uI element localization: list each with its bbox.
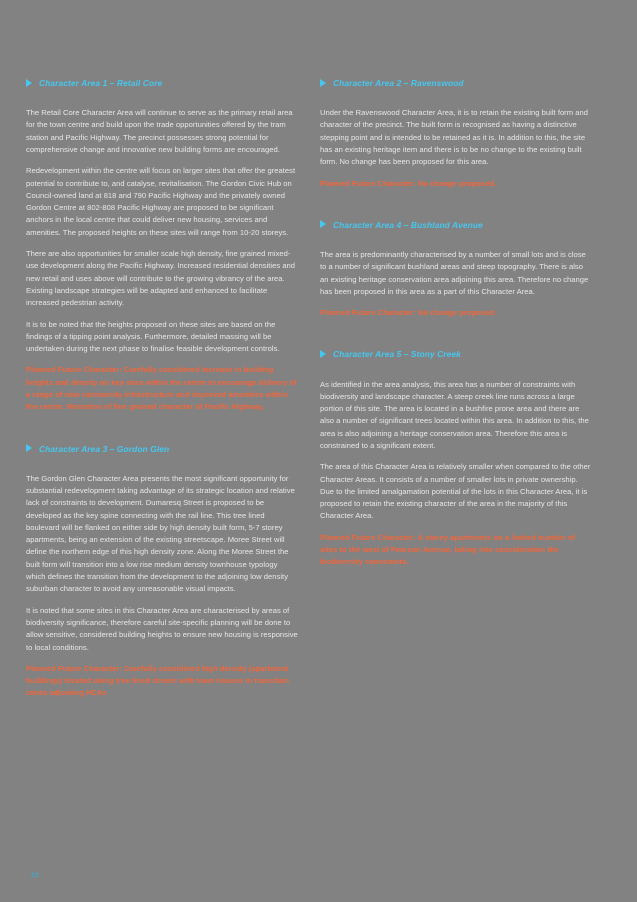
body-paragraph: It is to be noted that the heights proposed on these sites are based on the findings of a tipping point analysis. Furthermore, detailed massing will be undertaken during the next phase to finalise feasible development controls. (26, 319, 280, 354)
section-heading-label: Character Area 4 – Bushland Avenue (333, 219, 483, 230)
body-paragraph: As identified in the area analysis, this area has a number of constraints with biodiversity and landscape character. A steep creek line runs across a large portion of this site. The area is located in a bushfire prone area and there are also a number of significant trees located within this area. In addition to this, the area is also adjoining a heritage conservation area. Therefore this area is constrained to a significant extent. (320, 379, 589, 450)
planned-future-character-statement: Planned Future Character: A storey apartments on a limited number of sites to the west of Pearson Avenue, taking into consideration the biodiversity constraints. (320, 532, 576, 567)
triangle-right-icon (320, 79, 326, 87)
body-paragraph: The Retail Core Character Area will continue to serve as the primary retail area for the town centre and build upon the trade opportunities offered by the tram station and Pacific Highway. The precinct possesses strong potential for comprehensive change and innovative new building forms are encouraged. (26, 108, 293, 154)
planned-future-character-statement: Planned Future Character: No change proposed. (320, 178, 497, 188)
page-number: 22 (31, 872, 39, 879)
section-spacer (320, 190, 592, 220)
section-heading-label: Character Area 5 – Stony Creek (333, 349, 461, 360)
section-heading-character-area-3 (26, 444, 298, 454)
left-column (26, 78, 298, 862)
body-paragraph: The area is predominantly characterised by a number of small lots and is close to a number of significant bushland areas and steep topography. There is also an existing heritage conservation area adjoining this area. Therefore no change has been proposed in this area as a part of this Character Area. (320, 249, 589, 296)
body-paragraph: The area of this Character Area is relatively smaller when compared to the other Character Areas. It consists of a number of smaller lots in private ownership. Due to the limited amalgamation potential of the lots in this Character Area, it is proposed to retain the existing character of the area in the majority of this Character Area. (320, 462, 591, 521)
body-paragraph: There are also opportunities for smaller scale high density, fine grained mixed-use development along the Pacific Highway. Increased residential densities and new retail and uses above will contribute to the growing vibrancy of the area. Existing landscape strategies will be adapted and enhanced to facilitate increased pedestrian activity. (26, 249, 296, 308)
triangle-right-icon (26, 444, 32, 452)
planned-future-character-statement: Planned Future Character: Carefully considered increase in building heights and density on key sites within the centre to encourage delivery of a range of new community infrastructure and improved amenities within the centre. Retention of fine grained character of Pacific Highway. (26, 365, 297, 412)
section-spacer (320, 319, 592, 349)
triangle-right-icon (320, 350, 326, 358)
body-paragraph: The Gordon Glen Character Area presents the most significant opportunity for substantial redevelopment taking advantage of its strategic location and relative lack of constraints to development. Dumaresq Street is proposed to be developed as the key spine connecting with the rail line. This tree lined boulevard will be flanked on either side by high density built form, 5-7 storey apartments, being an extension of the existing streetscape. Moree Street will define the northern edge of this high density zone. Along the Moree Street the built form will transition into a low rise medium density townhouse typology which defines the transition from the development to the adjoining low density suburban character to avoid any unreasonable visual impacts. (26, 473, 295, 594)
triangle-right-icon (320, 220, 326, 228)
body-paragraph: It is noted that some sites in this Character Area are characterised by areas of biodiversity significance, therefore careful site-specific planning will be done to allow sensitive, considered building heights to ensure new housing is responsive to local conditions. (26, 605, 298, 652)
body-paragraph: Redevelopment within the centre will focus on larger sites that offer the greatest potential to contribute to, and catalyse, revitalisation. The Gordon Civic Hub on Council-owned land at 818 and 790 Pacific Highway and the privately owned Gordon Centre at 802-808 Pacific Highway are proposed to be significant anchors in the local centre that could deliver new housing, services and amenities. The proposed heights on these sites will range from 10-20 storeys. (26, 166, 296, 237)
section-heading-character-area-2 (320, 78, 592, 88)
planned-future-character-statement: Planned Future Character: Carefully considered high density (apartment buildings) located along tree lined streets with town houses in transition zones adjoining HCAs (26, 663, 290, 698)
triangle-right-icon (26, 79, 32, 87)
section-heading-character-area-4 (320, 220, 592, 230)
section-heading-label: Character Area 2 – Ravenswood (333, 78, 464, 88)
body-paragraph: Under the Ravenswood Character Area, it is to retain the existing built form and character of the precinct. The built form is recognised as having a distinctive stepping point and is intended to be retained as it is. In addition to this, the site has an existing heritage item and there is to be no change to the existing built form. No change has been proposed for this area. (320, 108, 588, 167)
section-heading-label: Character Area 3 – Gordon Glen (39, 443, 170, 454)
section-heading-character-area-5 (320, 349, 592, 359)
section-spacer (26, 414, 298, 444)
planned-future-character-statement: Planned Future Character: No change proposed. (320, 308, 497, 318)
right-column (320, 78, 592, 862)
section-heading-character-area-1 (26, 78, 298, 88)
section-heading-label: Character Area 1 – Retail Core (39, 78, 163, 88)
